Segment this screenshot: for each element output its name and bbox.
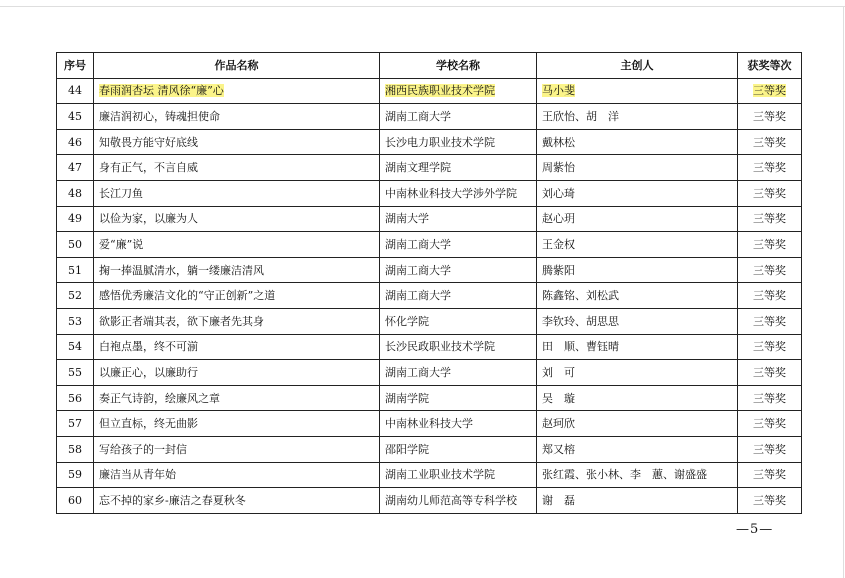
table-row <box>57 283 802 309</box>
cell-number-text: 46 <box>68 135 82 149</box>
cell-work-title <box>94 334 380 360</box>
cell-author <box>537 411 738 437</box>
cell-author <box>537 78 738 104</box>
cell-award-level-text: 三等奖 <box>753 391 786 405</box>
cell-author <box>537 308 738 334</box>
header-work-title: 作品名称 <box>94 53 380 79</box>
cell-work-title-text: 欲影正者端其表，欲下廉者先其身 <box>99 314 264 328</box>
cell-work-title-text: 长江刀鱼 <box>99 186 143 200</box>
table-row <box>57 436 802 462</box>
cell-author-text: 王欣怡、胡 洋 <box>542 109 619 123</box>
cell-number <box>57 411 94 437</box>
cell-school-name <box>380 155 537 181</box>
cell-award-level <box>738 308 802 334</box>
cell-number <box>57 129 94 155</box>
cell-award-level <box>738 360 802 386</box>
cell-school-name-text: 邵阳学院 <box>385 442 429 456</box>
cell-author <box>537 385 738 411</box>
table-row <box>57 104 802 130</box>
cell-school-name <box>380 104 537 130</box>
awards-table <box>56 52 802 514</box>
cell-work-title-text: 春雨润杏坛 清风徐“廉”心 <box>99 84 224 98</box>
cell-award-level-text: 三等奖 <box>753 212 786 226</box>
cell-school-name <box>380 462 537 488</box>
cell-award-level <box>738 462 802 488</box>
cell-author-text: 陈鑫铭、刘松武 <box>542 289 619 303</box>
cell-author <box>537 129 738 155</box>
cell-number <box>57 257 94 283</box>
cell-author <box>537 232 738 258</box>
cell-school-name-text: 湖南工商大学 <box>385 289 451 303</box>
cell-number <box>57 104 94 130</box>
cell-author <box>537 180 738 206</box>
cell-award-level-text: 三等奖 <box>753 468 786 482</box>
cell-work-title-text: 身有正气，不言自威 <box>99 161 198 175</box>
table-row <box>57 462 802 488</box>
cell-work-title-text: 感悟优秀廉洁文化的“守正创新”之道 <box>99 289 276 303</box>
cell-work-title-text: 奏正气诗韵，绘廉风之章 <box>99 391 220 405</box>
cell-number <box>57 385 94 411</box>
cell-author-text: 张红霞、张小林、李 蕙、谢盛盛 <box>542 468 707 482</box>
cell-author-text: 谢 磊 <box>542 493 575 507</box>
cell-number <box>57 206 94 232</box>
cell-work-title <box>94 488 380 514</box>
cell-number <box>57 232 94 258</box>
cell-author-text: 李钦玲、胡思思 <box>542 314 619 328</box>
cell-award-level <box>738 436 802 462</box>
cell-number-text: 59 <box>68 468 82 482</box>
cell-author-text: 田 顺、曹钰晴 <box>542 340 619 354</box>
cell-award-level-text: 三等奖 <box>753 84 786 98</box>
cell-author <box>537 283 738 309</box>
page-number: —5— <box>736 522 774 537</box>
page-right-edge <box>843 6 844 578</box>
cell-award-level-text: 三等奖 <box>753 365 786 379</box>
cell-school-name-text: 中南林业科技大学涉外学院 <box>385 186 517 200</box>
cell-award-level-text: 三等奖 <box>753 493 786 507</box>
cell-work-title <box>94 308 380 334</box>
cell-award-level-text: 三等奖 <box>753 186 786 200</box>
cell-award-level-text: 三等奖 <box>753 417 786 431</box>
cell-award-level-text: 三等奖 <box>753 289 786 303</box>
table-row <box>57 206 802 232</box>
cell-award-level-text: 三等奖 <box>753 135 786 149</box>
table-row <box>57 155 802 181</box>
cell-school-name-text: 湘西民族职业技术学院 <box>385 84 495 98</box>
cell-author <box>537 436 738 462</box>
cell-number <box>57 308 94 334</box>
cell-work-title-text: 爱“廉”说 <box>99 237 144 251</box>
cell-number-text: 54 <box>68 340 82 354</box>
table-row <box>57 257 802 283</box>
cell-award-level <box>738 257 802 283</box>
cell-work-title-text: 以廉正心，以廉助行 <box>99 365 198 379</box>
cell-work-title <box>94 180 380 206</box>
cell-award-level <box>738 206 802 232</box>
cell-school-name-text: 湖南幼儿师范高等专科学校 <box>385 493 517 507</box>
cell-author-text: 郑又榕 <box>542 442 575 456</box>
cell-school-name <box>380 78 537 104</box>
cell-author-text: 腾紫阳 <box>542 263 575 277</box>
cell-award-level-text: 三等奖 <box>753 237 786 251</box>
table-row <box>57 334 802 360</box>
cell-school-name <box>380 129 537 155</box>
cell-school-name-text: 湖南工商大学 <box>385 365 451 379</box>
cell-author <box>537 206 738 232</box>
cell-school-name-text: 长沙电力职业技术学院 <box>385 135 495 149</box>
cell-author-text: 戴林松 <box>542 135 575 149</box>
header-author: 主创人 <box>537 53 738 79</box>
table-row <box>57 360 802 386</box>
cell-number <box>57 78 94 104</box>
cell-award-level <box>738 488 802 514</box>
cell-work-title <box>94 436 380 462</box>
cell-work-title-text: 白袍点墨，终不可湔 <box>99 340 198 354</box>
cell-author <box>537 462 738 488</box>
cell-work-title <box>94 462 380 488</box>
cell-author-text: 王金权 <box>542 237 575 251</box>
cell-number <box>57 436 94 462</box>
cell-author <box>537 360 738 386</box>
cell-number-text: 48 <box>68 186 82 200</box>
cell-award-level-text: 三等奖 <box>753 161 786 175</box>
cell-author-text: 周紫怡 <box>542 161 575 175</box>
cell-author-text: 马小斐 <box>542 84 575 98</box>
cell-author <box>537 334 738 360</box>
cell-number-text: 60 <box>68 493 82 507</box>
cell-work-title <box>94 411 380 437</box>
table-row <box>57 232 802 258</box>
cell-author-text: 刘心琦 <box>542 186 575 200</box>
cell-number <box>57 360 94 386</box>
cell-school-name <box>380 232 537 258</box>
cell-work-title-text: 廉洁当从青年始 <box>99 468 176 482</box>
cell-school-name-text: 湖南工商大学 <box>385 237 451 251</box>
cell-work-title-text: 知敬畏方能守好底线 <box>99 135 198 149</box>
cell-number <box>57 462 94 488</box>
table-row <box>57 385 802 411</box>
cell-number-text: 53 <box>68 314 82 328</box>
table-row <box>57 129 802 155</box>
cell-award-level <box>738 129 802 155</box>
cell-work-title-text: 廉洁润初心，铸魂担使命 <box>99 109 220 123</box>
cell-number <box>57 488 94 514</box>
cell-number <box>57 334 94 360</box>
cell-school-name <box>380 206 537 232</box>
cell-number <box>57 155 94 181</box>
cell-award-level <box>738 334 802 360</box>
header-award-level: 获奖等次 <box>738 53 802 79</box>
cell-award-level-text: 三等奖 <box>753 109 786 123</box>
cell-school-name <box>380 334 537 360</box>
cell-school-name-text: 长沙民政职业技术学院 <box>385 340 495 354</box>
cell-school-name-text: 湖南学院 <box>385 391 429 405</box>
cell-award-level-text: 三等奖 <box>753 442 786 456</box>
table-row <box>57 308 802 334</box>
cell-author <box>537 155 738 181</box>
cell-school-name-text: 湖南工商大学 <box>385 263 451 277</box>
cell-work-title <box>94 206 380 232</box>
cell-school-name <box>380 436 537 462</box>
cell-number-text: 47 <box>68 161 82 175</box>
cell-work-title-text: 写给孩子的一封信 <box>99 442 187 456</box>
cell-award-level <box>738 232 802 258</box>
cell-number-text: 58 <box>68 442 82 456</box>
cell-award-level <box>738 385 802 411</box>
page-top-edge <box>0 6 845 7</box>
table-row <box>57 78 802 104</box>
cell-award-level <box>738 411 802 437</box>
cell-school-name <box>380 308 537 334</box>
cell-number-text: 44 <box>68 84 82 98</box>
cell-number-text: 57 <box>68 417 82 431</box>
cell-author <box>537 257 738 283</box>
cell-work-title <box>94 283 380 309</box>
cell-school-name <box>380 283 537 309</box>
cell-work-title <box>94 257 380 283</box>
cell-work-title <box>94 104 380 130</box>
cell-author-text: 吴 璇 <box>542 391 575 405</box>
cell-number <box>57 283 94 309</box>
header-school-name: 学校名称 <box>380 53 537 79</box>
cell-author-text: 刘 可 <box>542 365 575 379</box>
cell-work-title <box>94 360 380 386</box>
cell-school-name-text: 湖南工业职业技术学院 <box>385 468 495 482</box>
cell-author <box>537 104 738 130</box>
cell-work-title <box>94 385 380 411</box>
cell-school-name <box>380 385 537 411</box>
table-row <box>57 488 802 514</box>
cell-school-name <box>380 360 537 386</box>
cell-number-text: 50 <box>68 237 82 251</box>
cell-school-name <box>380 411 537 437</box>
cell-work-title-text: 掬一捧温腻清水，躺一缕廉洁清风 <box>99 263 264 277</box>
cell-work-title <box>94 129 380 155</box>
cell-school-name-text: 湖南大学 <box>385 212 429 226</box>
cell-work-title <box>94 155 380 181</box>
cell-school-name <box>380 180 537 206</box>
cell-award-level <box>738 283 802 309</box>
cell-award-level <box>738 78 802 104</box>
cell-school-name-text: 怀化学院 <box>385 314 429 328</box>
cell-work-title-text: 但立直标，终无曲影 <box>99 417 198 431</box>
cell-work-title <box>94 78 380 104</box>
cell-award-level <box>738 104 802 130</box>
cell-author-text: 赵珂欣 <box>542 417 575 431</box>
cell-award-level-text: 三等奖 <box>753 314 786 328</box>
cell-award-level-text: 三等奖 <box>753 263 786 277</box>
cell-number-text: 49 <box>68 212 82 226</box>
cell-school-name-text: 湖南文理学院 <box>385 161 451 175</box>
cell-number-text: 45 <box>68 109 82 123</box>
cell-work-title-text: 以俭为家，以廉为人 <box>99 212 198 226</box>
cell-author <box>537 488 738 514</box>
cell-school-name <box>380 488 537 514</box>
cell-work-title <box>94 232 380 258</box>
table-row <box>57 180 802 206</box>
cell-number-text: 51 <box>68 263 82 277</box>
cell-number-text: 56 <box>68 391 82 405</box>
table-body <box>57 78 802 513</box>
cell-award-level <box>738 155 802 181</box>
cell-school-name <box>380 257 537 283</box>
cell-school-name-text: 中南林业科技大学 <box>385 417 473 431</box>
cell-work-title-text: 忘不掉的家乡-廉洁之春夏秋冬 <box>99 493 246 507</box>
cell-award-level-text: 三等奖 <box>753 340 786 354</box>
cell-award-level <box>738 180 802 206</box>
table-header-row <box>57 53 802 79</box>
cell-number-text: 52 <box>68 289 82 303</box>
cell-author-text: 赵心玥 <box>542 212 575 226</box>
cell-number-text: 55 <box>68 365 82 379</box>
table-row <box>57 411 802 437</box>
cell-school-name-text: 湖南工商大学 <box>385 109 451 123</box>
header-number: 序号 <box>57 53 94 79</box>
cell-number <box>57 180 94 206</box>
